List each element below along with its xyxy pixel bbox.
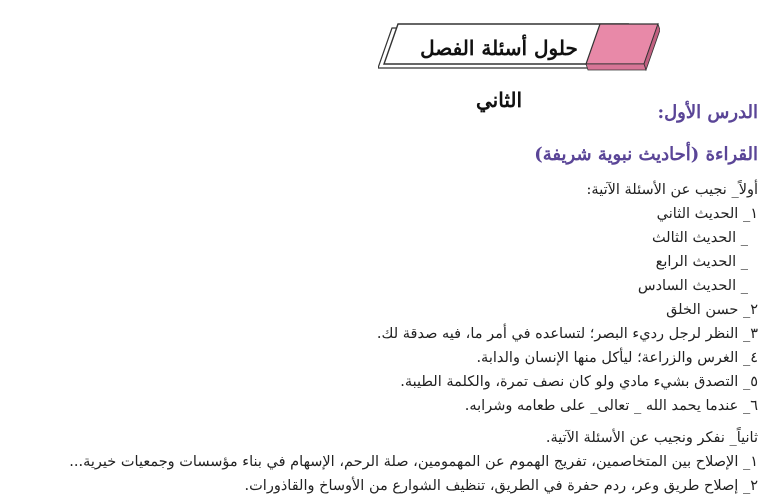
answer-item: ٢_ حسن الخلق — [666, 302, 758, 318]
section2-intro: ثانياً_ نفكر ونجيب عن الأسئلة الآتية. — [545, 430, 758, 446]
answer-item: _ الحديث الرابع — [655, 254, 748, 270]
answer-item: ٦_ عندما يحمد الله _ تعالى_ على طعامه وشرابه. — [464, 398, 758, 414]
chapter-title: حلول أسئلة الفصل الثاني — [420, 36, 578, 112]
answer-item: ١_ الحديث الثاني — [656, 206, 758, 222]
answer-item: ٥_ التصدق بشيء مادي ولو كان نصف تمرة، والكلمة الطيبة. — [400, 374, 758, 390]
answer-item: _ الحديث الثالث — [651, 230, 748, 246]
answer-item: _ الحديث السادس — [637, 278, 748, 294]
lesson-heading: الدرس الأول: — [657, 102, 758, 123]
section1-intro: أولاً_ نجيب عن الأسئلة الآتية: — [586, 182, 758, 198]
reading-heading: القراءة (أحاديث نبوية شريفة) — [534, 144, 758, 165]
answer-item: ٣_ النظر لرجل رديء البصر؛ لتساعده في أمر ما، فيه صدقة لك. — [376, 326, 758, 342]
chapter-title-banner — [378, 22, 660, 112]
answer-item: ٢_ إصلاح طريق وعر، ردم حفرة في الطريق، تنظيف الشوارع من الأوساخ والقاذورات. — [244, 478, 758, 494]
answer-item: ٤_ الغرس والزراعة؛ ليأكل منها الإنسان والدابة. — [476, 350, 758, 366]
answer-item: ١_ الإصلاح بين المتخاصمين، تفريج الهموم عن المهمومين، صلة الرحم، الإسهام في بناء مؤسسات وجمعيات خيرية... — [69, 454, 758, 470]
